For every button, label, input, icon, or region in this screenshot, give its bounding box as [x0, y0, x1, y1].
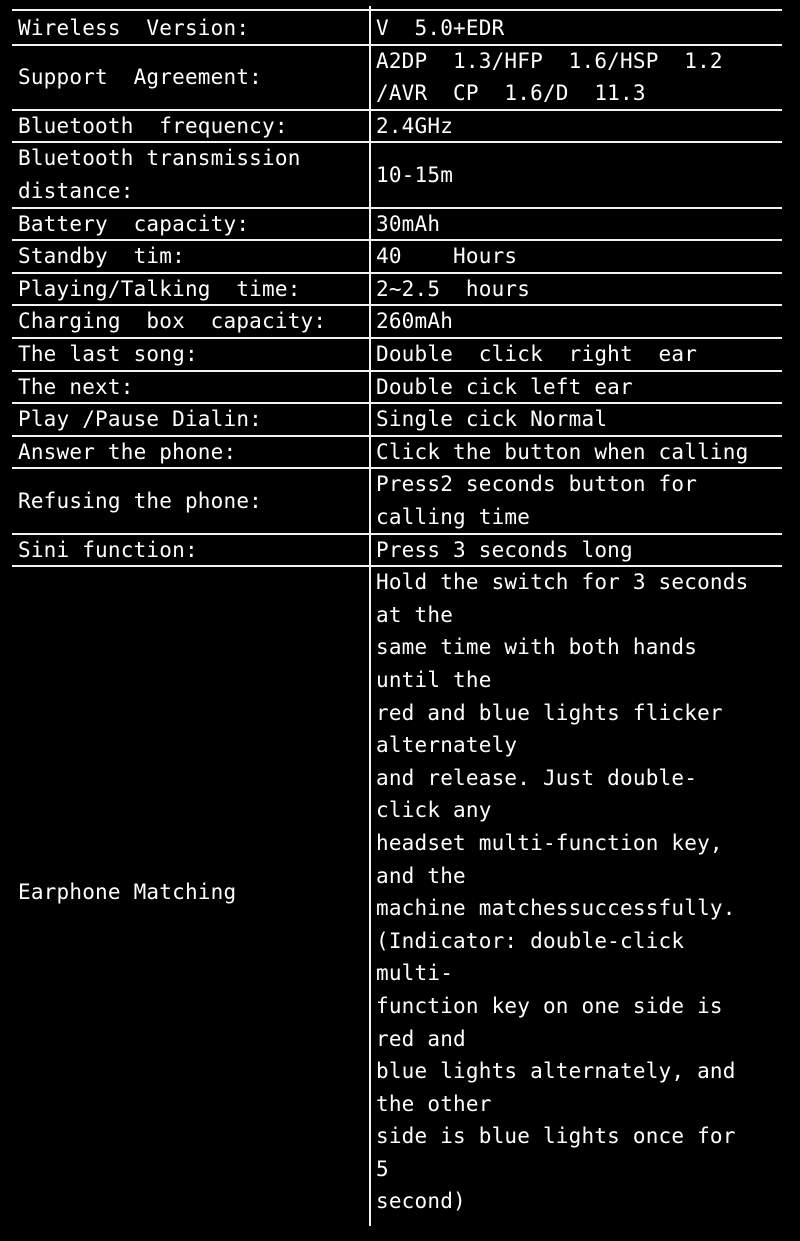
spec-label — [18, 876, 236, 909]
spec-value-line: 2~2.5 hours — [376, 276, 531, 301]
spec-label — [18, 371, 134, 404]
column-divider — [369, 6, 371, 1226]
spec-label-line: Earphone Matching — [18, 879, 237, 904]
spec-value-line: 10-15m — [376, 162, 454, 187]
spec-value-line: click any — [376, 798, 492, 823]
spec-value-line: (Indicator: double-click — [376, 928, 685, 953]
spec-label — [18, 485, 262, 518]
spec-value-line: Double click right ear — [376, 342, 698, 366]
spec-label-line: Sini function: — [18, 537, 198, 562]
spec-value-line: the other — [376, 1091, 492, 1116]
spec-value-line: second) — [376, 1189, 466, 1214]
spec-label — [18, 208, 249, 241]
spec-value-line: blue lights alternately, and — [376, 1059, 736, 1084]
spec-value-line: and release. Just double- — [376, 765, 698, 790]
spec-value-line: 2.4GHz — [376, 113, 454, 138]
spec-label — [18, 436, 236, 469]
spec-value — [376, 403, 607, 436]
spec-label — [18, 305, 326, 338]
spec-value-line: 40 Hours — [376, 244, 518, 269]
spec-value-line: headset multi-function key, — [376, 830, 723, 855]
spec-label-line: Bluetooth frequency: — [18, 113, 288, 138]
spec-label-line: The next: — [18, 374, 134, 399]
spec-value — [376, 159, 453, 192]
table-border — [12, 9, 782, 11]
spec-value — [376, 338, 697, 371]
spec-value — [376, 12, 504, 45]
spec-value — [376, 371, 633, 404]
spec-value-line: red and — [376, 1026, 466, 1051]
spec-value-line: until the — [376, 667, 492, 692]
spec-label-line: Standby tim: — [18, 244, 185, 269]
spec-value-line: 260mAh — [376, 309, 454, 334]
spec-value-line: Press 3 seconds long — [376, 537, 633, 562]
spec-label-line: Playing/Talking time: — [18, 276, 301, 301]
spec-value-line: function key on one side is — [376, 993, 723, 1018]
spec-value-line: same time with both hands — [376, 635, 698, 660]
spec-value — [376, 208, 440, 241]
spec-value-line: alternately — [376, 733, 518, 758]
spec-value — [376, 110, 453, 143]
spec-value — [376, 468, 697, 533]
spec-label — [18, 240, 185, 273]
spec-value-line: at the — [376, 602, 454, 627]
spec-label — [18, 338, 198, 371]
spec-value-line: Double cick left ear — [376, 374, 633, 399]
spec-label — [18, 110, 288, 143]
spec-label-line: Support Agreement: — [18, 64, 263, 89]
spec-value — [376, 273, 530, 306]
spec-label-line: Refusing the phone: — [18, 488, 263, 513]
spec-value-line: Single cick Normal — [376, 407, 608, 432]
spec-label-line: Answer the phone: — [18, 439, 237, 464]
spec-value-line: machine matchessuccessfully. — [376, 896, 736, 921]
spec-value — [376, 305, 453, 338]
spec-value-line: 30mAh — [376, 211, 441, 236]
spec-value — [376, 534, 633, 567]
spec-value-line: and the — [376, 863, 466, 888]
spec-value — [376, 45, 723, 110]
spec-label — [18, 61, 262, 94]
spec-label — [18, 534, 198, 567]
spec-label-line: Wireless Version: — [18, 16, 250, 40]
spec-value-line: A2DP 1.3/HFP 1.6/HSP 1.2 — [376, 48, 723, 73]
spec-value — [376, 436, 748, 469]
spec-value-line: side is blue lights once for — [376, 1124, 736, 1149]
spec-label — [18, 403, 262, 436]
spec-value-line: 5 — [376, 1156, 389, 1181]
spec-label-line: Bluetooth transmission — [18, 146, 301, 171]
spec-label-line: Battery capacity: — [18, 211, 250, 236]
spec-label-line: distance: — [18, 178, 134, 203]
spec-value-line: multi- — [376, 961, 454, 986]
spec-label-line: The last song: — [18, 342, 198, 366]
spec-label — [18, 273, 301, 306]
spec-value — [376, 566, 748, 1218]
spec-value-line: calling time — [376, 504, 531, 529]
spec-label — [18, 12, 249, 45]
spec-label-line: Charging box capacity: — [18, 309, 327, 334]
spec-value-line: V 5.0+EDR — [376, 16, 505, 40]
spec-value — [376, 240, 517, 273]
spec-value-line: Click the button when calling — [376, 439, 749, 464]
spec-value-line: /AVR CP 1.6/D 11.3 — [376, 81, 646, 106]
spec-value-line: Hold the switch for 3 seconds — [376, 570, 749, 595]
spec-label-line: Play /Pause Dialin: — [18, 407, 263, 432]
spec-value-line: Press2 seconds button for — [376, 472, 698, 497]
spec-label — [18, 142, 301, 207]
spec-value-line: red and blue lights flicker — [376, 700, 723, 725]
